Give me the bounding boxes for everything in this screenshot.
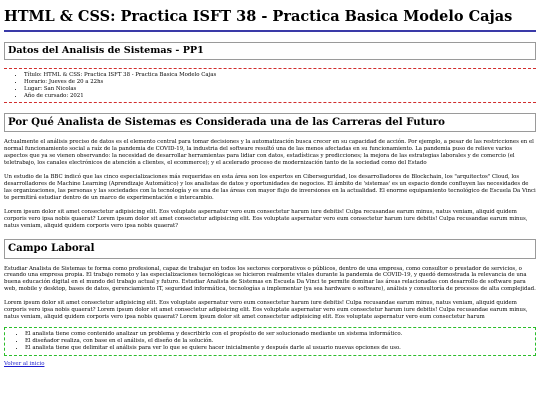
- back-to-top-link[interactable]: Volver al inicio: [4, 360, 45, 367]
- campo-roles-list: [25, 331, 535, 352]
- page-title: HTML & CSS: Practica ISFT 38 - Practica Basica Modelo Cajas: [4, 8, 536, 32]
- datos-item-horario: • Horario: Jueves de 20 a 22hs: [24, 79, 536, 86]
- datos-list: [24, 72, 536, 100]
- porque-paragraph: Un estudio de la BBC indicó que las cinco especializaciones más requeridas en esta área son los expertos en Ciberseguridad, los desarrolladores de Blockchain, los "arquitectos" Cloud, los desarrolladores de Machine Learning (Aprendizaje Automático) y los analistas de datos y oportunidades de negocios. El ámbito de 'sistemas' es un espacio donde confluyen las necesidades de las organizaciones, las personas y las sociedades con la tecnología y es una de las áreas con mayor flujo de inversiones en la actualidad. El enorme equipamiento tecnológico de Escuela Da Vinci te permitirá estudiar dentro de un marco de experimentación e intercambio.: [4, 174, 536, 201]
- list-item: • El analista tiene como contenido analizar un problema y describirlo con el propósito de ser solucionado mediante un sistema informático.: [25, 331, 535, 338]
- datos-heading: Datos del Analisis de Sistemas - PP1: [4, 42, 536, 60]
- porque-paragraph: Lorem ipsum dolor sit amet consectetur adipisicing elit. Eos voluptate aspernatur vero eum consectetur harum iure debitis! Culpa recusandae earum minus, natus veniam, aliquid quidem corporis vero ipsa nobis quaerat? Lorem ipsum dolor sit amet consectetur adipisicing elit. Eos voluptate aspernatur vero eum consectetur harum iure debitis! Culpa recusandae earum minus, natus veniam, aliquid quidem corporis vero ipsa nobis quaerat?: [4, 208, 528, 229]
- campo-paragraph: Estudiar Analista de Sistemas te forma como profesional, capaz de trabajar en todos los sectores corporativos o públicos, dentro de una empresa, como consultor o prestador de servicios, o creando una empresa propia. El trabajo remoto y las especializaciones tecnológicas se hicieron realmente vitales durante la pandemia de COVID-19, y quedó demostrada la relevancia de una buena educación digital en el mundo del trabajo actual y futuro. Estudiar Analista de Sistemas en Escuela Da Vinci te permite dominar las áreas relacionadas con desarrollo de software para web, mobile y desktop, bases de datos, gerenciamiento IT, seguridad informática, tecnologías a implementar (ya sea hardware o software), análisis y consultoría de procesos de alta complejidad.: [4, 265, 536, 293]
- porque-heading: Por Qué Analista de Sistemas es Considerada una de las Carreras del Futuro: [4, 113, 536, 132]
- campo-heading: Campo Laboral: [4, 239, 536, 258]
- datos-item-anio: • Año de cursado: 2021: [24, 93, 536, 100]
- datos-item-lugar: • Lugar: San Nicolas: [24, 86, 536, 93]
- list-item: • El analista tiene que delimitar el análisis para ver lo que se quiere hacer inicialmente y después darle al usuario nuevas opciones de uso.: [25, 345, 535, 352]
- porque-paragraph: Actualmente el análisis preciso de datos es el elemento central para tomar decisiones y la automatización busca crecer en su capacidad de acción. Por ejemplo, a pesar de las restricciones en el normal funcionamiento social a raíz de la pandemia de COVID-19, la industria del software resultó una de las menos afectadas en su funcionamiento. La pandemia puso de relieve varios aspectos que ya se vienen observando: la necesidad de desarrollar herramientas para lidiar con datos, estadísticas y predicciones; la mejora de las estrategias laborales y de comercio (el teletrabajo, los canales electrónicos de atención a clientes, el ecommerce); y el acelerado proceso de modernización tanto de la sociedad como del Estado: [4, 139, 534, 167]
- datos-info-box: [4, 68, 536, 104]
- datos-item-titulo: • Título: HTML & CSS: Practica ISFT 38 - Practica Basica Modelo Cajas: [24, 72, 536, 79]
- campo-roles-box: [4, 327, 536, 356]
- campo-paragraph: Lorem ipsum dolor sit amet consectetur adipisicing elit. Eos voluptate aspernatur vero eum consectetur harum iure debitis! Culpa recusandae earum minus, natus veniam, aliquid quidem corporis vero ipsa nobis quaerat? Lorem ipsum dolor sit amet consectetur adipisicing elit. Eos voluptate aspernatur vero eum consectetur harum iure debitis! Culpa recusandae earum minus, natus veniam, aliquid quidem corporis vero ipsa nobis quaerat? Lorem ipsum dolor sit amet consectetur adipisicing elit. Eos voluptate aspernatur vero eum consectetur harum: [4, 300, 528, 320]
- list-item: • El diseñador realiza, con base en el análisis, el diseño de la solución.: [25, 338, 535, 345]
